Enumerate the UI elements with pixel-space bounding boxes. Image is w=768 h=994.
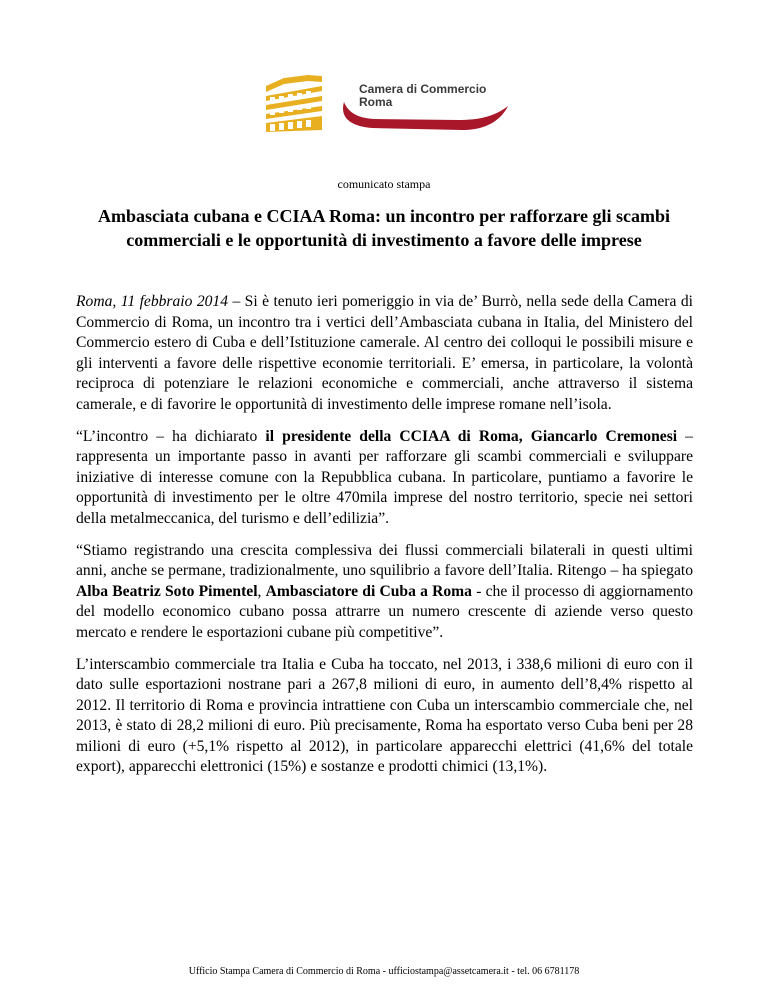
footer-contact: Ufficio Stampa Camera di Commercio di Roma - ufficiostampa@assetcamera.it - tel. 06 6781178 (188, 966, 580, 977)
page-title (60, 204, 708, 252)
paragraph-4: L’interscambio commerciale tra Italia e Cuba ha toccato, nel 2013, i 338,6 milioni di euro con il dato sulle esportazioni nostrane pari a 267,8 milioni di euro, in aumento dell’8,4% rispetto al 2012. Il territorio di Roma e provincia intrattiene con Cuba un interscambio commerciale che, nel 2013, è stato di 28,2 milioni di euro. Più precisamente, Roma ha esportato verso Cuba beni per 28 milioni di euro (+5,1% rispetto al 2012), in particolare apparecchi elettrici (41,6% del totale export), apparecchi elettronici (15%) e sostanze e prodotti chimici (13,1%). (76, 655, 693, 776)
paragraph-3-part-e: - che il processo di aggiornamento del modello economico cubano possa attrarre un numero crescente di aziende verso questo mercato e rendere le esportazioni cubane più competitive”. (76, 582, 693, 641)
paragraph-2 (76, 427, 693, 530)
paragraph-3-comma: , (257, 582, 266, 600)
doc-type-label: comunicato stampa (337, 177, 431, 191)
article-body (76, 292, 693, 789)
paragraph-2-part-c: – rappresenta un importante passo in avanti per rafforzare gli scambi commerciali e sviluppare iniziative di interesse comune con la Repubblica cubana. In particolare, puntiamo a favorire le opportunità di investimento per le oltre 470mila imprese del nostro territorio, specie nei settori della metalmeccanica, del turismo e dell’edilizia”. (76, 427, 693, 527)
paragraph-1-text: – Si è tenuto ieri pomeriggio in via de’ Burrò, nella sede della Camera di Commercio di Roma, un incontro tra i vertici dell’Ambasciata cubana in Italia, del Ministero del Commercio estero di Cuba e dell’Istituzione camerale. Al centro dei colloqui le possibili misure e gli interventi a favore delle rispettive economie territoriali. E’ emersa, in particolare, la volontà reciproca di potenziare le relazioni economiche e commerciali, anche attraverso il sistema camerale, e di favorire le opportunità di investimento delle imprese romane nell’isola. (76, 293, 693, 413)
logo-wordmark (359, 83, 486, 109)
paragraph-1 (76, 292, 693, 416)
title-line2: commerciali e le opportunità di investimento a favore delle imprese (126, 230, 642, 250)
logo-line2: Roma (359, 95, 393, 109)
paragraph-3 (76, 541, 693, 644)
ambassador-title: Ambasciatore di Cuba a Roma (265, 582, 472, 600)
logo (262, 72, 512, 142)
title-line1: Ambasciata cubana e CCIAA Roma: un incontro per rafforzare gli scambi (98, 206, 670, 226)
dateline: Roma, 11 febbraio 2014 (76, 293, 229, 310)
logo-line1: Camera di Commercio (359, 82, 487, 96)
paragraph-2-part-a: “L’incontro – ha dichiarato (76, 427, 266, 445)
paragraph-3-part-a: “Stiamo registrando una crescita complessiva dei flussi commerciali bilaterali in questi ultimi anni, anche se permane, tradizionalmente, uno squilibrio a favore dell’Italia. Ritengo – ha spiegato (76, 541, 693, 580)
ambassador-name: Alba Beatriz Soto Pimentel (76, 582, 258, 600)
president-name: il presidente della CCIAA di Roma, Giancarlo Cremonesi (265, 427, 678, 445)
